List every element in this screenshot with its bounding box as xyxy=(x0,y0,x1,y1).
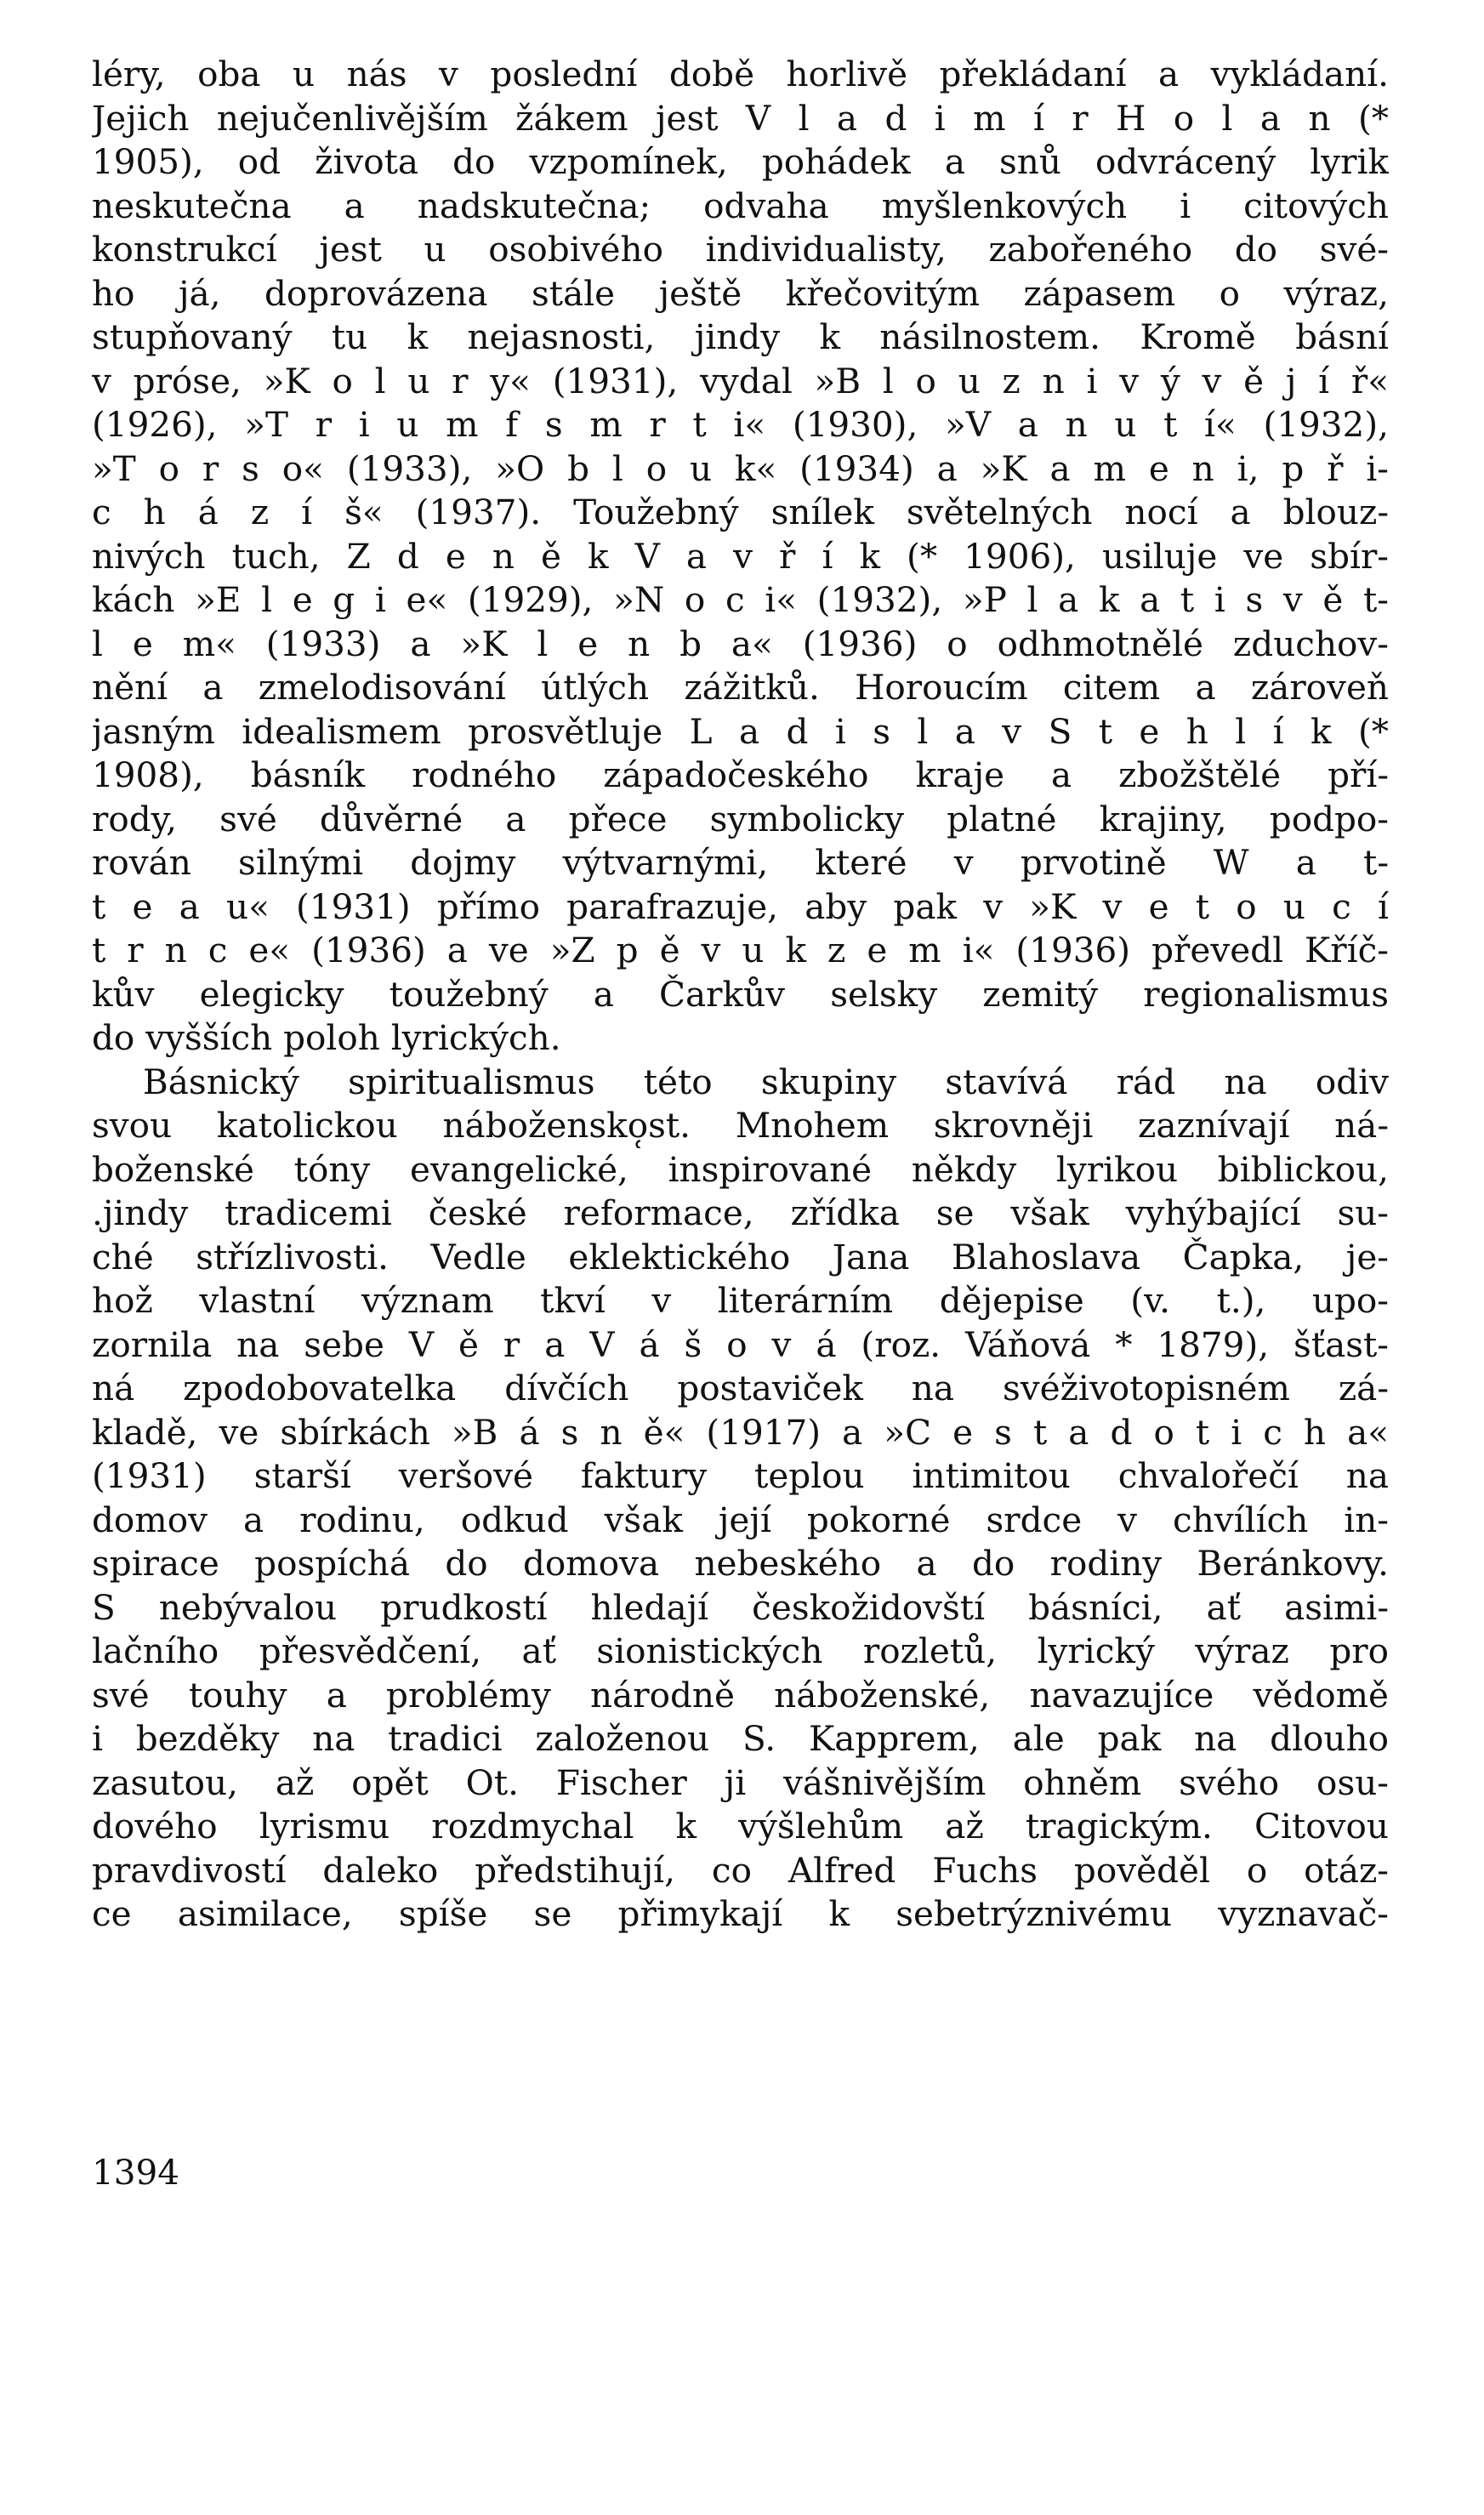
text-line: nění a zmelodisování útlých zážitků. Horoucím citem a zároveň xyxy=(92,667,1389,708)
text-line: »T o r s o« (1933), »O b l o u k« (1934) a »K a m e n i, p ř i- xyxy=(92,447,1389,489)
text-line: ce asimilace, spíše se přimykají k sebetrýznivému vyznavač- xyxy=(92,1893,1389,1934)
text-line: zornila na sebe V ě r a V á š o v á (roz. Váňová * 1879), šťast- xyxy=(92,1323,1389,1365)
text-line: ná zpodobovatelka dívčích postaviček na svéživotopisném zá- xyxy=(92,1368,1389,1408)
text-line: Básnický spiritualismus této skupiny stavívá rád na odiv xyxy=(143,1061,1389,1102)
text-line: c h á z í š« (1937). Toužebný snílek světelných nocí a blouz- xyxy=(92,492,1389,532)
text-line: S nebývalou prudkostí hledají českožidovští básníci, ať asimi- xyxy=(92,1586,1389,1628)
text-line: (1931) starší veršové faktury teplou intimitou chvalořečí na xyxy=(92,1455,1389,1496)
text-line: neskutečna a nadskutečna; odvaha myšlenkových i citových xyxy=(92,185,1389,226)
text-line: t r n c e« (1936) a ve »Z p ě v u k z e m i« (1936) převedl Kříč- xyxy=(92,930,1389,970)
text-line: své touhy a problémy národně náboženské, navazujíce vědomě xyxy=(92,1674,1389,1716)
text-line: konstrukcí jest u osobivého individualisty, zabořeného do své- xyxy=(92,229,1389,270)
text-line: .jindy tradicemi české reformace, zřídka se však vyhýbající su- xyxy=(92,1192,1389,1233)
text-line: rován silnými dojmy výtvarnými, které v prvotině W a t- xyxy=(92,842,1389,883)
text-line: ho já, doprovázena stále ještě křečovitým zápasem o výraz, xyxy=(92,272,1389,314)
text-line: domov a rodinu, odkud však její pokorné srdce v chvílích in- xyxy=(92,1499,1389,1540)
text-line: i bezděky na tradici založenou S. Kapprem, ale pak na dlouho xyxy=(92,1718,1389,1759)
text-line: nivých tuch, Z d e n ě k V a v ř í k (* 1906), usiluje ve sbír- xyxy=(92,535,1389,577)
text-line: l e m« (1933) a »K l e n b a« (1936) o odhmotnělé zduchov- xyxy=(92,623,1389,664)
text-line: ché střízlivosti. Vedle eklektického Jana Blahoslava Čapka, je- xyxy=(92,1236,1389,1277)
text-line: t e a u« (1931) přímo parafrazuje, aby pak v »K v e t o u c í xyxy=(92,885,1389,927)
paragraph-1 xyxy=(92,53,1389,1061)
text-line: zasutou, až opět Ot. Fischer ji vášnivějším ohněm svého osu- xyxy=(92,1761,1389,1803)
text-line: v próse, »K o l u r y« (1931), vydal »B l o u z n i v ý v ě j í ř« xyxy=(92,360,1389,401)
text-line: pravdivostí daleko předstihují, co Alfred Fuchs pověděl o otáz- xyxy=(92,1849,1389,1891)
text-line: svou katolickou nábožensko̜st. Mnohem skrovněji zaznívají ná- xyxy=(92,1105,1389,1146)
text-line: kách »E l e g i e« (1929), »N o c i« (1932), »P l a k a t i s v ě t- xyxy=(92,579,1389,620)
text-line: stupňovaný tu k nejasnosti, jindy k násilnostem. Kromě básní xyxy=(92,316,1389,357)
text-line: boženské tóny evangelické, inspirované někdy lyrikou biblickou, xyxy=(92,1148,1389,1190)
page-text xyxy=(92,53,1389,1937)
text-line: 1905), od života do vzpomínek, pohádek a snů odvrácený lyrik xyxy=(92,141,1389,182)
text-line: (1926), »T r i u m f s m r t i« (1930), »V a n u t í« (1932), xyxy=(92,404,1389,445)
text-line: rody, své důvěrné a přece symbolicky platné krajiny, podpo- xyxy=(92,798,1389,839)
text-line: léry, oba u nás v poslední době horlivě překládaní a vykládaní. xyxy=(92,54,1389,94)
paragraph-2 xyxy=(92,1061,1389,1937)
text-line: dového lyrismu rozdmychal k výšlehům až tragickým. Citovou xyxy=(92,1806,1389,1846)
text-line: Jejich nejučenlivějším žákem jest V l a d i m í r H o l a n (* xyxy=(92,97,1389,139)
text-line: kladě, ve sbírkách »B á s n ě« (1917) a »C e s t a d o t i c h a« xyxy=(92,1411,1389,1453)
text-line: spirace pospíchá do domova nebeského a do rodiny Beránkovy. xyxy=(92,1543,1389,1584)
text-line: lačního přesvědčení, ať sionistických rozletů, lyrický výraz pro xyxy=(92,1630,1389,1671)
text-line: do vyšších poloh lyrických. xyxy=(92,1017,561,1058)
text-line: 1908), básník rodného západočeského kraje a zbožštělé pří- xyxy=(92,754,1389,795)
text-line: jasným idealismem prosvětluje L a d i s l a v S t e h l í k (* xyxy=(92,710,1389,752)
text-line: kův elegicky toužebný a Čarkův selsky zemitý regionalismus xyxy=(92,973,1389,1015)
text-line: hož vlastní význam tkví v literárním dějepise (v. t.), upo- xyxy=(92,1280,1389,1321)
page-number: 1394 xyxy=(92,2152,180,2193)
